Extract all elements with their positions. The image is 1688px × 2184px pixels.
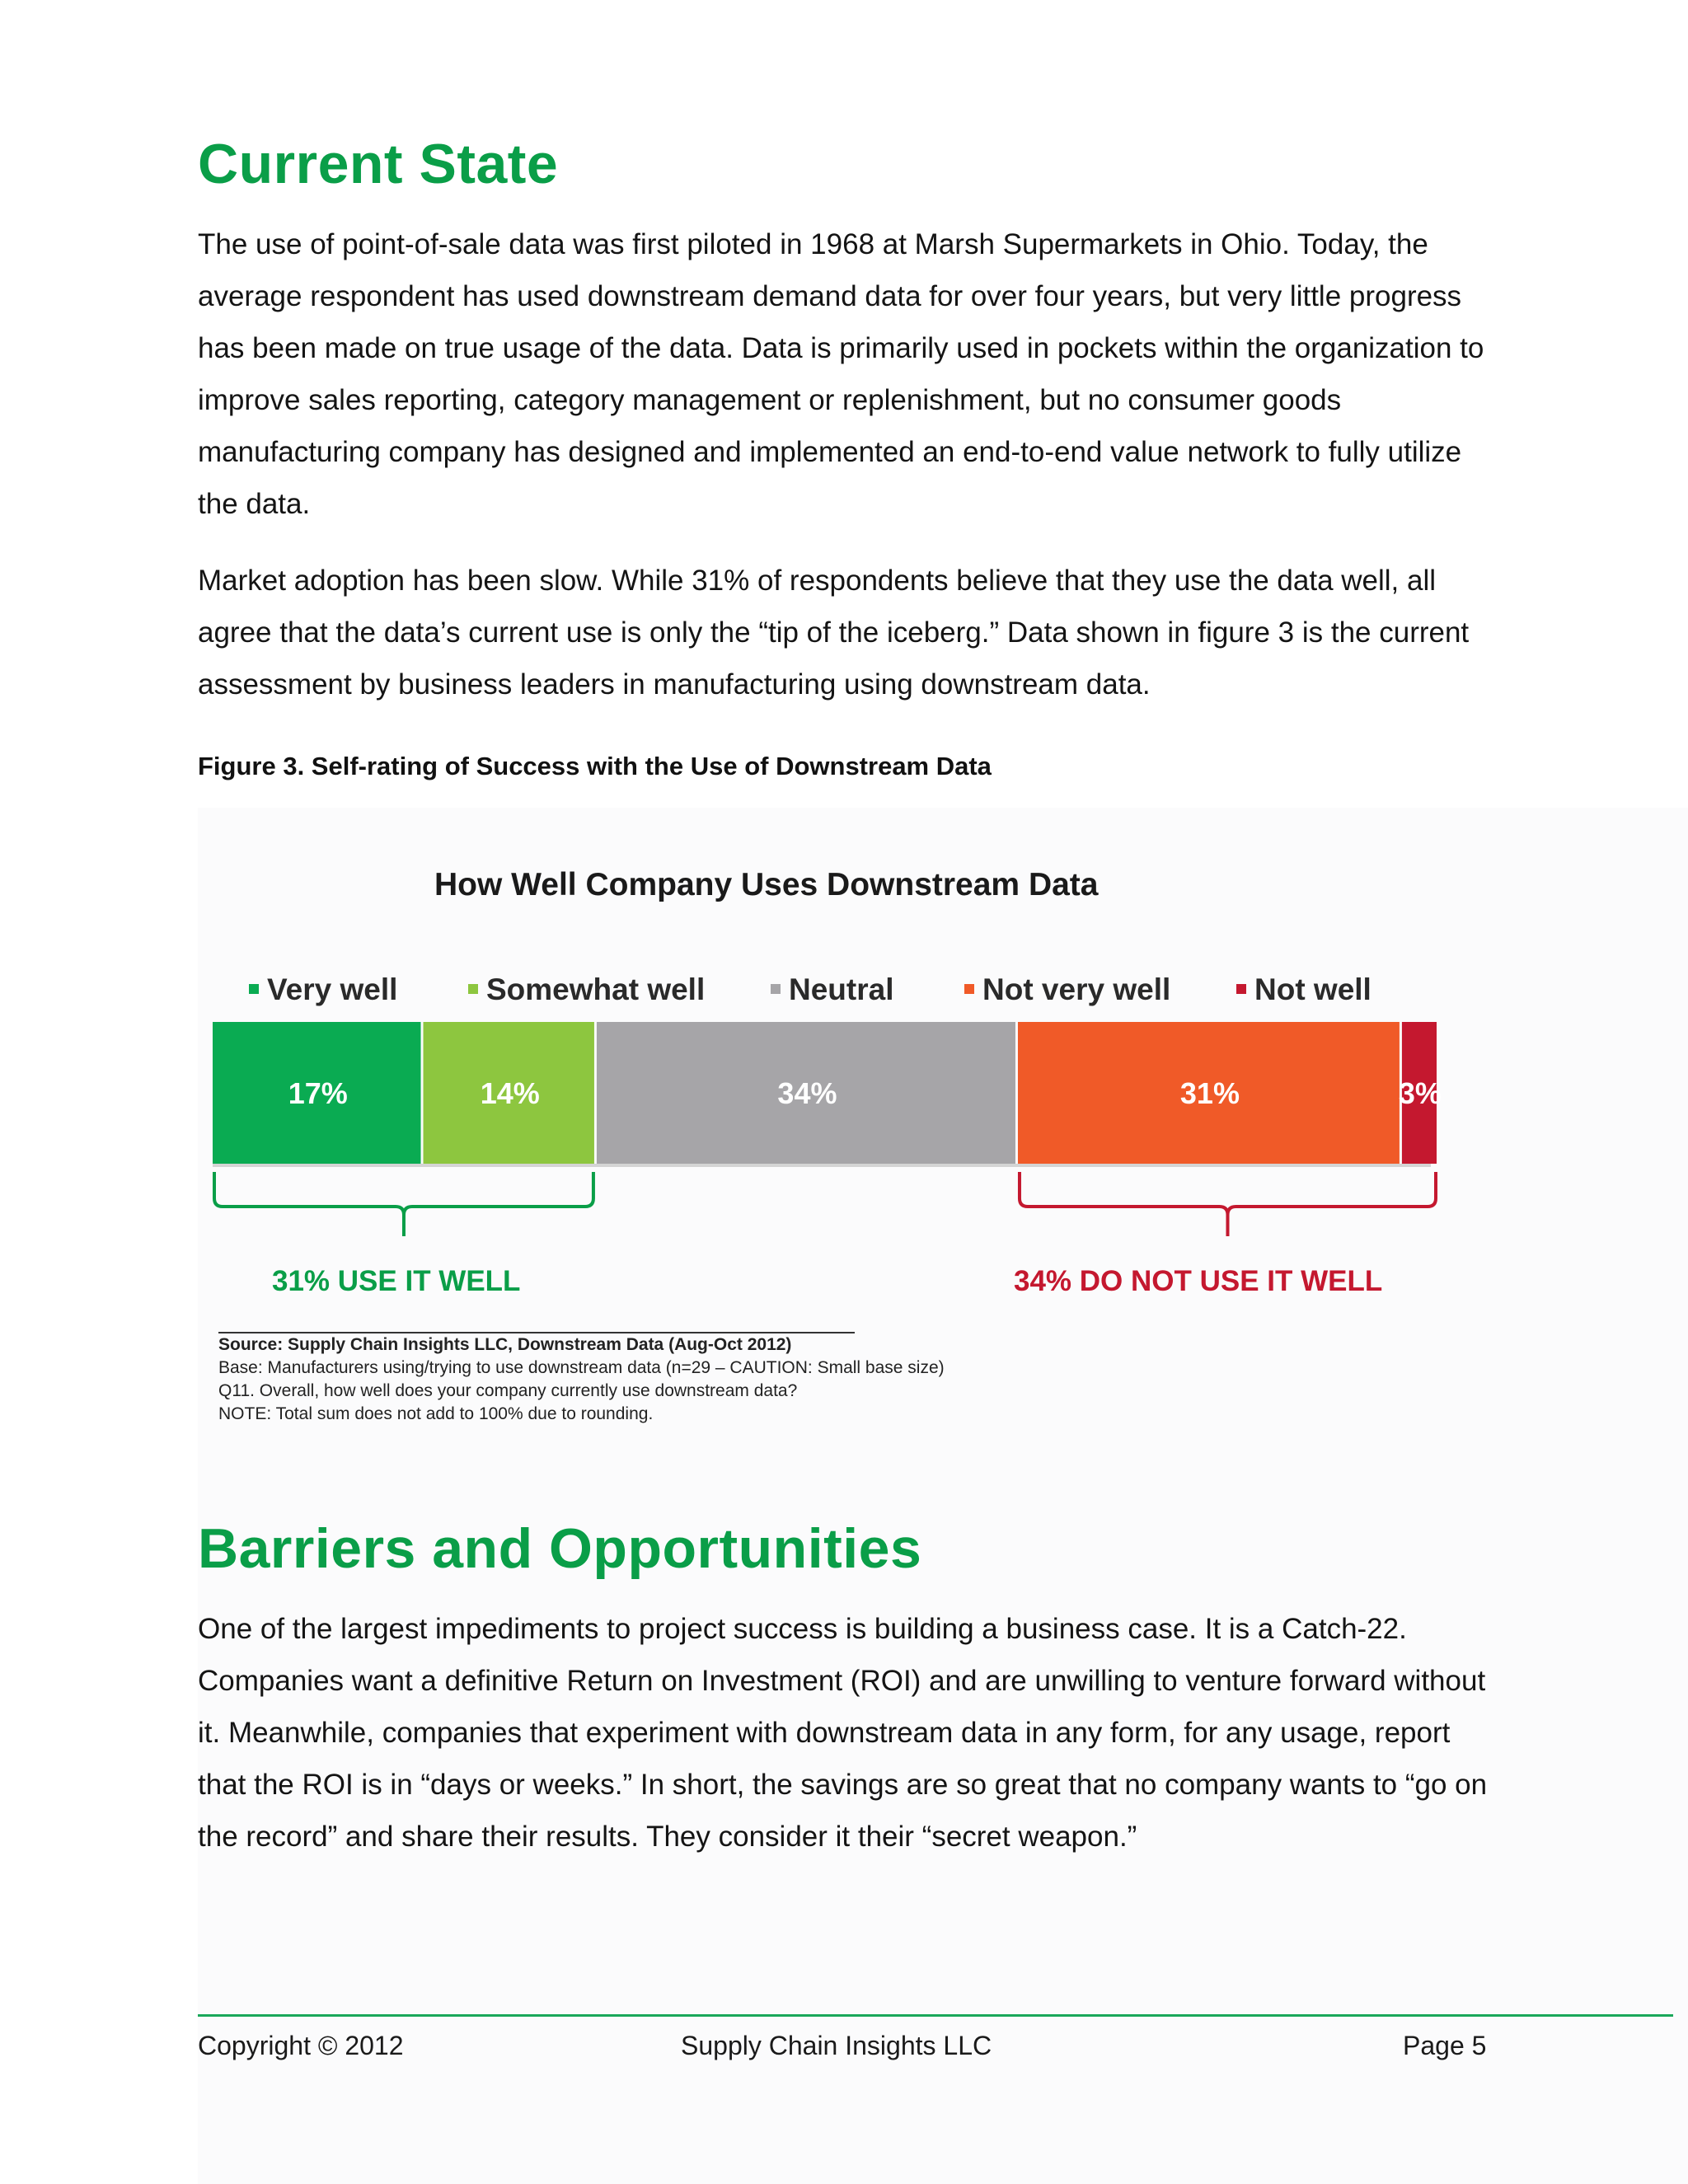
base-line: Base: Manufacturers using/trying to use downstream data (n=29 – CAUTION: Small base size) (218, 1358, 945, 1377)
footer-copyright: Copyright © 2012 (198, 2031, 404, 2060)
footer-divider (198, 2014, 1673, 2017)
legend-item-not-well (1236, 972, 1372, 1007)
section-heading-barriers: Barriers and Opportunities (198, 1517, 922, 1580)
paragraph-barriers-1: One of the largest impediments to project success is building a business case. It is a Catch-22. Companies want a definitive Return on Investment (ROI) and are unwilling to venture forward without it. Meanwhile, companies that experiment with downstream data in any form, for any usage, report that the ROI is in “days or weeks.” In short, the savings are so great that no company wants to “go on the record” and share their results. They consider it their “secret weapon.” (198, 1613, 1488, 1853)
legend-label: Not well (1254, 972, 1372, 1006)
question-line: Q11. Overall, how well does your company currently use downstream data? (218, 1381, 798, 1400)
legend-label: Very well (267, 972, 398, 1006)
legend-swatch-somewhat-well (468, 984, 478, 994)
paragraph-current-state-1: The use of point-of-sale data was first piloted in 1968 at Marsh Supermarkets in Ohio. Today, the average respondent has used downstream demand data for over four years, but very little progress has been made on true usage of the data. Data is primarily used in pockets within the organization to improve sales reporting, category management or replenishment, but no consumer goods manufacturing company has designed and implemented an end-to-end value network to fully utilize the data. (198, 228, 1484, 520)
paragraph-current-state-2: Market adoption has been slow. While 31% of respondents believe that they use the data well, all agree that the data’s current use is only the “tip of the iceberg.” Data shown in figure 3 is the current assessment by business leaders in manufacturing using downstream data. (198, 565, 1470, 701)
bar-label-neutral: 34% (777, 1076, 837, 1110)
legend-label: Not very well (982, 972, 1171, 1006)
legend-item-not-very-well (964, 972, 1170, 1007)
bar-label-not-well: 3% (1398, 1076, 1442, 1110)
note-line: NOTE: Total sum does not add to 100% due to rounding. (218, 1404, 654, 1423)
bar-label-not-very-well: 31% (1179, 1076, 1240, 1110)
legend-item-very-well (249, 972, 397, 1007)
chart-source-notes (218, 1333, 945, 1426)
annotation-use-it-well: 31% USE IT WELL (272, 1265, 521, 1297)
footer-company: Supply Chain Insights LLC (681, 2031, 992, 2060)
legend-swatch-neutral (771, 984, 781, 994)
legend-item-neutral (771, 972, 893, 1007)
annotation-do-not-use-it-well: 34% DO NOT USE IT WELL (1014, 1265, 1383, 1297)
legend-swatch-not-well (1236, 984, 1246, 994)
footer-page-number: Page 5 (1403, 2031, 1487, 2060)
page-background (198, 808, 1688, 2184)
figure-caption: Figure 3. Self-rating of Success with the Use of Downstream Data (198, 752, 992, 780)
bar-label-somewhat-well: 14% (480, 1076, 540, 1110)
bar-baseline (213, 1164, 1431, 1167)
brace-do-not-use-it-well (1020, 1172, 1436, 1236)
section-heading-current-state: Current State (198, 133, 559, 195)
legend-swatch-very-well (249, 984, 259, 994)
legend-item-somewhat-well (468, 972, 705, 1007)
stacked-bar-chart (213, 1022, 1442, 1269)
brace-use-it-well (214, 1172, 593, 1236)
legend-label: Neutral (789, 972, 894, 1006)
legend-label: Somewhat well (486, 972, 706, 1006)
chart-title: How Well Company Uses Downstream Data (434, 867, 1099, 902)
legend-swatch-not-very-well (964, 984, 974, 994)
bar-label-very-well: 17% (288, 1076, 348, 1110)
source-line: Source: Supply Chain Insights LLC, Downstream Data (Aug-Oct 2012) (218, 1335, 792, 1354)
